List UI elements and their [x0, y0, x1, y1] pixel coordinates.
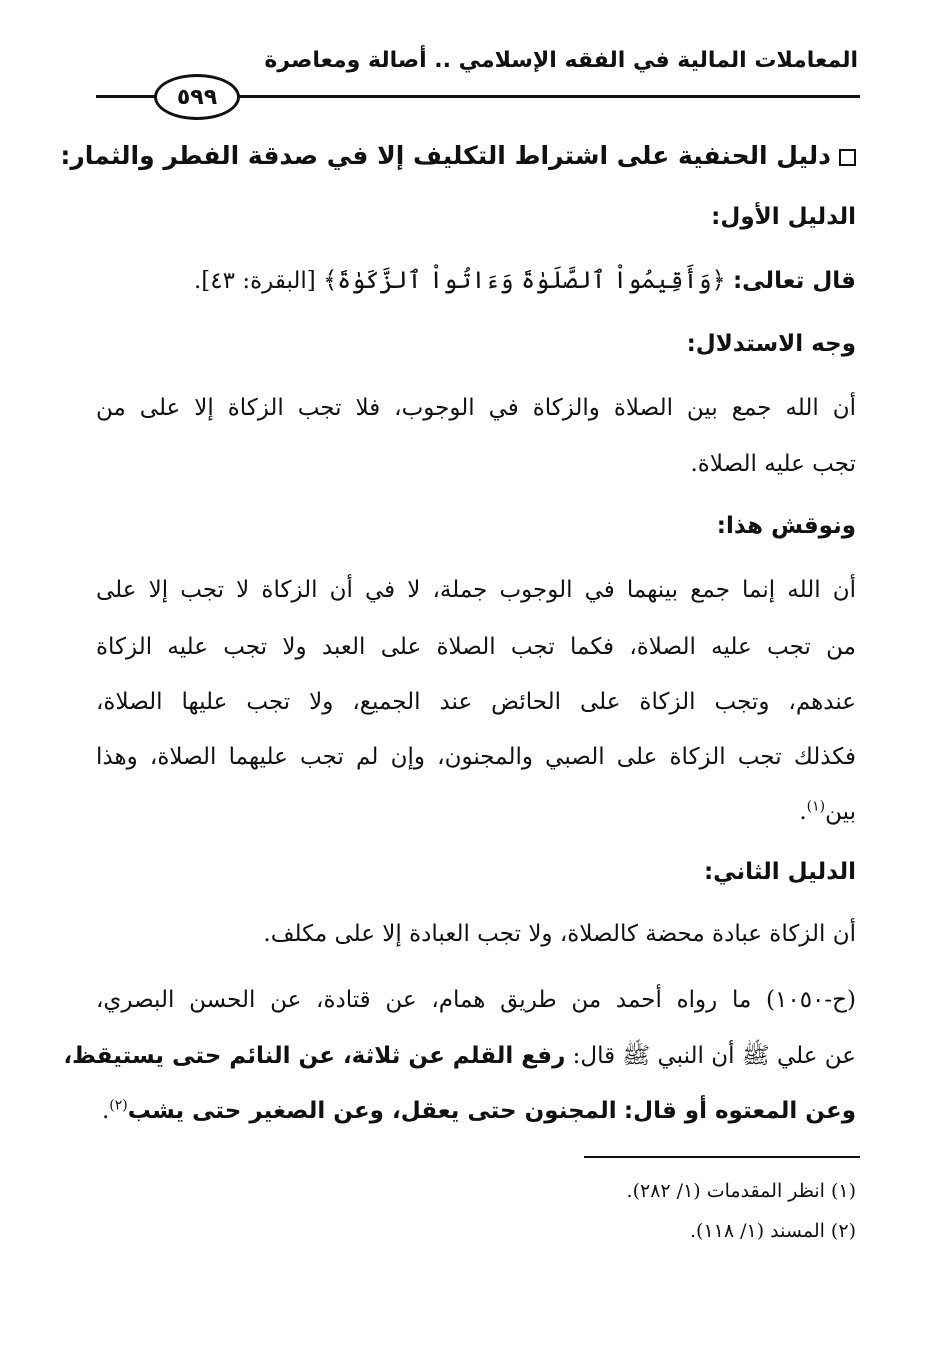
footnote-ref-2: (٢): [109, 1097, 128, 1114]
footnote-separator: [584, 1156, 860, 1158]
footnote-ref-1: (١): [806, 798, 826, 815]
hadith-chain-end: عن علي ﷺ أن النبي ﷺ قال:: [572, 1043, 856, 1069]
running-header-title: المعاملات المالية في الفقه الإسلامي .. أصالة ومعاصرة: [264, 48, 858, 73]
verse-line: [96, 262, 856, 298]
rebuttal-line-2: من تجب عليه الصلاة، فكما تجب الصلاة على العبد ولا تجب عليه الزكاة: [96, 634, 856, 660]
rebuttal-last-word: بين: [825, 799, 856, 825]
hadith-text-part-2: المجنون حتى يعقل، وعن الصغير حتى يشب: [127, 1098, 617, 1124]
footnote-2: (٢) المسند (١/ ١١٨).: [689, 1220, 856, 1242]
rebuttal-line-4: فكذلك تجب الزكاة على الصبي والمجنون، وإن لم تجب عليهما الصلاة، وهذا: [96, 744, 856, 770]
quran-verse: ﴿وَأَقِيمُواْ ٱلصَّلَوٰةَ وَءَاتُواْ ٱلزَّكَوٰةَ﴾: [323, 266, 726, 294]
footnote-1: (١) انظر المقدمات (١/ ٢٨٢).: [626, 1180, 856, 1202]
rebuttal-line-3: عندهم، وتجب الزكاة على الحائض عند الجميع، ولا تجب عليها الصلاة،: [96, 689, 856, 715]
second-evidence-text: أن الزكاة عبادة محضة كالصلاة، ولا تجب العبادة إلا على مكلف.: [263, 921, 856, 947]
page-number-badge: [154, 74, 240, 120]
hadith-line-1: (ح-١٠٥٠) ما رواه أحمد من طريق همام، عن قتادة، عن الحسن البصري،: [96, 987, 856, 1013]
hadith-line-3: [96, 1093, 856, 1129]
hadith-text-part-1: رفع القلم عن ثلاثة، عن النائم حتى يستيقظ،: [63, 1043, 566, 1069]
checkbox-icon: [839, 149, 856, 166]
hadith-line-2: [63, 1038, 856, 1074]
rebuttal-end: .: [799, 799, 807, 825]
hadith-end: .: [101, 1098, 110, 1124]
rebuttal-label: ونوقش هذا:: [716, 513, 856, 539]
section-heading-line: [60, 138, 856, 174]
inference-line-1: أن الله جمع بين الصلاة والزكاة في الوجوب، فلا تجب الزكاة إلا على من: [96, 395, 856, 421]
verse-intro: قال تعالى:: [732, 268, 856, 294]
section-heading: دليل الحنفية على اشتراط التكليف إلا في صدقة الفطر والثمار:: [60, 141, 831, 170]
second-evidence-label: الدليل الثاني:: [703, 859, 856, 885]
page-number: ٥٩٩: [176, 84, 218, 110]
first-evidence-label: الدليل الأول:: [711, 204, 856, 230]
hadith-narrator-note: وعن المعتوه أو قال:: [623, 1098, 856, 1124]
inference-line-2: تجب عليه الصلاة.: [690, 451, 856, 477]
rebuttal-line-5: [96, 794, 856, 830]
rebuttal-line-1: أن الله إنما جمع بينهما في الوجوب جملة، لا في أن الزكاة لا تجب إلا على: [96, 577, 856, 603]
verse-reference: [البقرة: ٤٣].: [194, 268, 316, 294]
inference-label: وجه الاستدلال:: [686, 331, 856, 357]
